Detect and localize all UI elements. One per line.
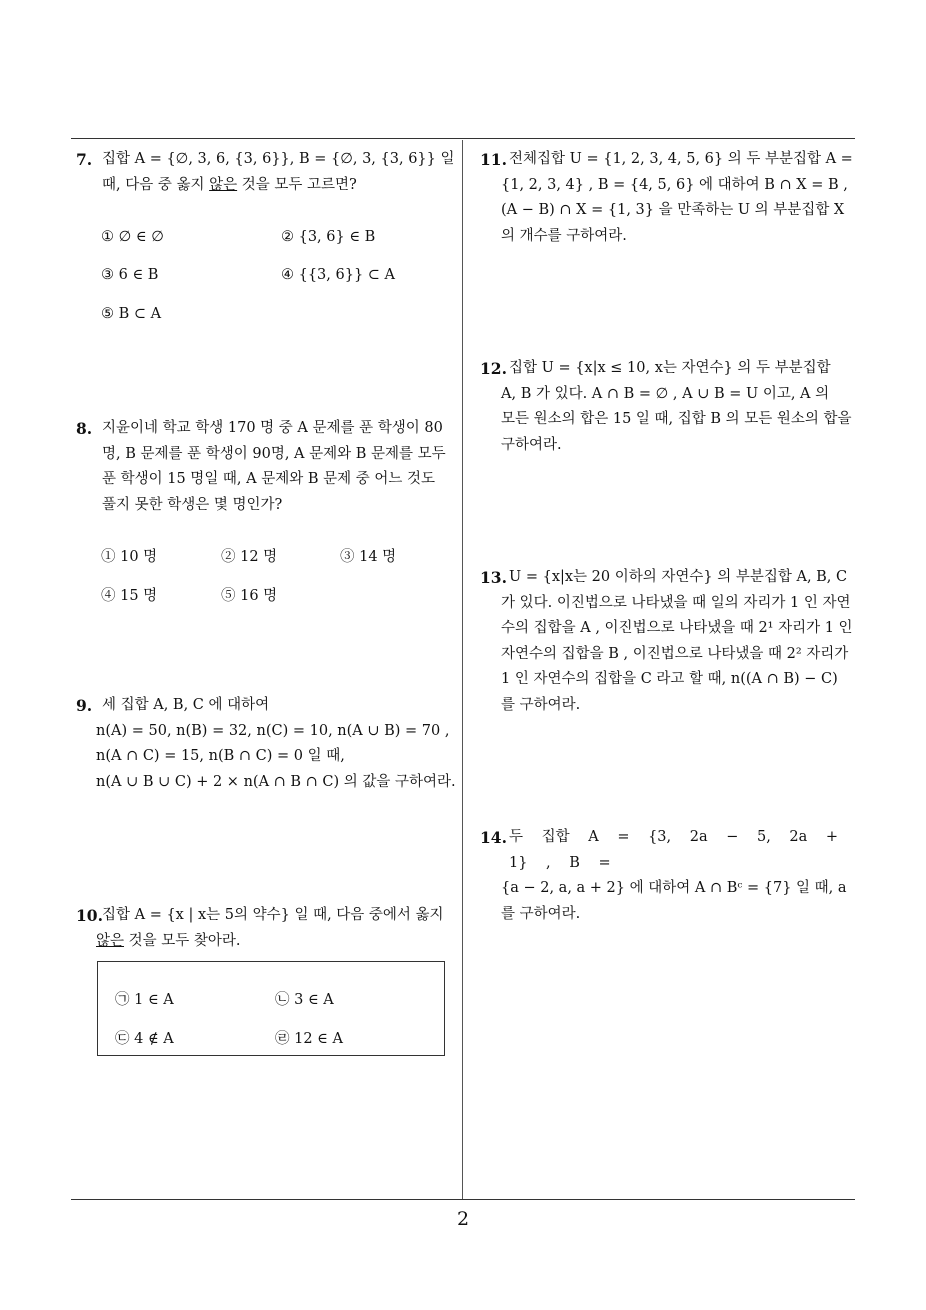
choice-3[interactable]: ③ 14 명 [340,549,397,565]
question-line: 를 구하여라. [501,696,581,713]
question-line: U = {x|x는 20 이하의 자연수} 의 부분집합 A, B, C [509,569,848,585]
question-line: 세 집합 A, B, C 에 대하여 [102,697,270,713]
question-text [501,356,860,458]
question-number: 7. [76,150,93,169]
question-14 [480,825,860,927]
question-line: 의 개수를 구하여라. [501,227,627,244]
question-text [501,147,860,249]
question-8 [76,416,456,518]
choice-4[interactable]: ④ {{3, 6}} ⊂ A [281,267,396,283]
question-line: 집합 U = {x|x ≤ 10, x는 자연수} 의 두 부분집합 [509,360,831,376]
question-text [96,693,461,795]
column-divider [462,140,463,1200]
question-line: 전체집합 U = {1, 2, 3, 4, 5, 6} 의 두 부분집합 A = [509,151,853,167]
question-7 [76,147,456,198]
question-line: 풀지 못한 학생은 몇 명인가? [102,496,283,513]
question-line: 두 집합 A = {3, 2a − 5, 2a + 1} , B = [509,829,839,871]
question-line: n(A ∪ B ∪ C) + 2 × n(A ∩ B ∩ C) 의 값을 구하여라. [96,773,456,790]
box-item-3[interactable]: ㉢ 4 ∉ A [115,1031,174,1047]
question-line: n(A) = 50, n(B) = 32, n(C) = 10, n(A ∪ B) = 70 , [96,722,450,739]
choice-1[interactable]: ① ∅ ∈ ∅ [101,229,164,245]
question-12 [480,356,860,458]
question-line: 집합 A = {x | x는 5의 약수} 일 때, 다음 중에서 옳지 [102,907,444,923]
question-line: 1 인 자연수의 집합을 C 라고 할 때, n((A ∩ B) − C) [501,671,838,687]
question-line: 자연수의 집합을 B , 이진법으로 나타냈을 때 2² 자리가 [501,645,849,662]
question-number: 10. [76,906,103,925]
question-line: n(A ∩ C) = 15, n(B ∩ C) = 0 일 때, [96,748,345,764]
question-text [102,147,456,198]
question-line [102,173,456,199]
text-segment: 것을 모두 고르면? [237,176,357,193]
underlined-text: 않은 [209,176,238,193]
question-10 [76,903,461,954]
question-text [501,825,860,927]
question-line: 명, B 문제를 푼 학생이 90명, A 문제와 B 문제를 모두 [102,445,446,462]
question-line: 가 있다. 이진법으로 나타냈을 때 일의 자리가 1 인 자연 [501,594,851,611]
question-line: 구하여라. [501,436,562,453]
question-9 [76,693,461,795]
question-text [96,903,461,954]
choice-5[interactable]: ⑤ 16 명 [221,588,278,604]
underlined-text: 않은 [96,932,125,949]
choice-5[interactable]: ⑤ B ⊂ A [101,306,162,322]
question-line [96,929,461,955]
question-text [102,416,456,518]
question-line: 를 구하여라. [501,905,581,922]
choice-1[interactable]: ① 10 명 [101,549,158,565]
question-11 [480,147,860,249]
question-line: 수의 집합을 A , 이진법으로 나타냈을 때 2¹ 자리가 1 인 [501,620,853,636]
text-segment: 것을 모두 찾아라. [124,932,241,949]
box-item-4[interactable]: ㉣ 12 ∈ A [275,1031,343,1047]
question-13 [480,565,865,718]
question-line: {a − 2, a, a + 2} 에 대하여 A ∩ Bᶜ = {7} 일 때, a [501,880,847,896]
bottom-rule [71,1199,855,1200]
question-line: 지윤이네 학교 학생 170 명 중 A 문제를 푼 학생이 80 [102,420,443,436]
question-text [501,565,865,718]
question-number: 8. [76,419,93,438]
question-number: 12. [480,359,507,378]
question-number: 13. [480,568,507,587]
question-line: (A − B) ∩ X = {1, 3} 을 만족하는 U 의 부분집합 X [501,202,845,218]
text-segment: 때, 다음 중 옳지 [102,176,210,193]
question-line: 모든 원소의 합은 15 일 때, 집합 B 의 모든 원소의 합을 [501,411,852,427]
question-line: {1, 2, 3, 4} , B = {4, 5, 6} 에 대하여 B ∩ X = B , [501,176,848,193]
choice-2[interactable]: ② 12 명 [221,549,278,565]
question-line: 집합 A = {∅, 3, 6, {3, 6}}, B = {∅, 3, {3, 6}} 일 [102,151,455,167]
box-item-2[interactable]: ㉡ 3 ∈ A [275,992,334,1008]
top-rule [71,138,855,139]
question-number: 11. [480,150,507,169]
question-number: 9. [76,696,93,715]
page-number: 2 [456,1208,470,1230]
choice-3[interactable]: ③ 6 ∈ B [101,267,159,283]
choice-4[interactable]: ④ 15 명 [101,588,158,604]
question-line: 푼 학생이 15 명일 때, A 문제와 B 문제 중 어느 것도 [102,471,436,487]
question-number: 14. [480,828,507,847]
question-line: A, B 가 있다. A ∩ B = ∅ , A ∪ B = U 이고, A 의 [501,385,830,402]
box-item-1[interactable]: ㉠ 1 ∈ A [115,992,174,1008]
choice-2[interactable]: ② {3, 6} ∈ B [281,229,376,245]
